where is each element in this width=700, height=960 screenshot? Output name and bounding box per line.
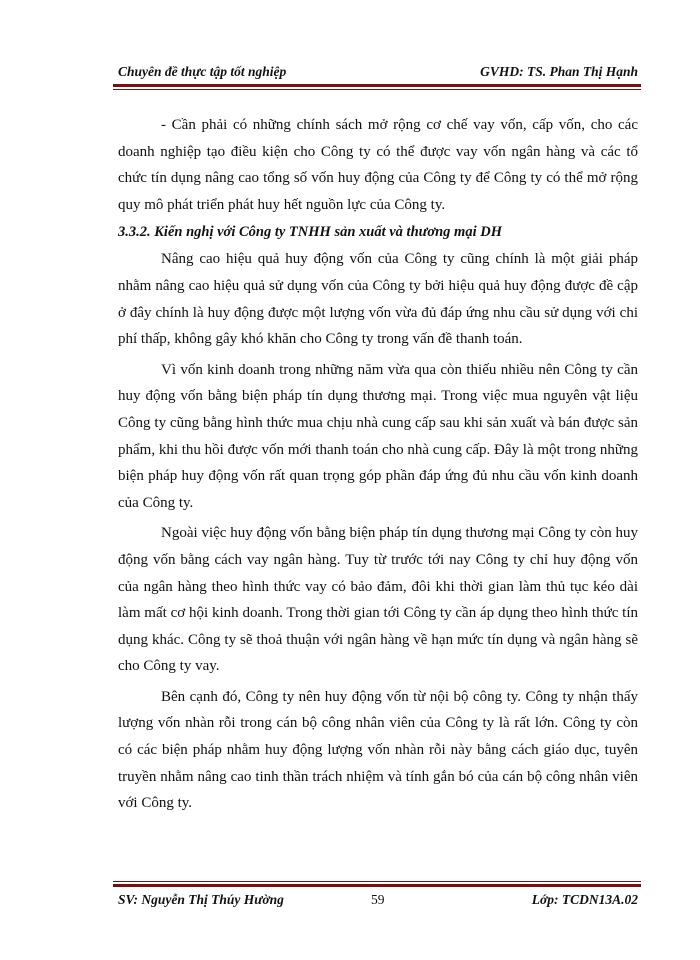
footer-rule-thin [113, 881, 641, 882]
footer-rule-thick [113, 884, 641, 887]
header-rule-thin [113, 89, 641, 90]
paragraph-efficiency: Nâng cao hiệu quả huy động vốn của Công ty cũng chính là một giải pháp nhằm nâng cao hiệu quả sử dụng vốn của Công ty bởi hiệu quả huy động được đề cập ở đây chính là huy động được một lượng vốn vừa đủ đáp ứng nhu cầu sử dụng với chi phí thấp, không gây khó khăn cho Công ty trong vấn đề thanh toán. [118, 251, 638, 348]
page-number: 59 [371, 892, 385, 907]
section-heading: 3.3.2. Kiến nghị với Công ty TNHH sản xuất và thương mại DH [118, 224, 502, 241]
page-header [118, 64, 638, 80]
document-body [118, 112, 638, 817]
paragraph-policy: - Cần phải có những chính sách mở rộng cơ chế vay vốn, cấp vốn, cho các doanh nghiệp tạo điều kiện cho Công ty có thể được vay vốn ngân hàng và các tổ chức tín dụng nâng cao tổng số vốn huy động của Công ty để Công ty có thể mở rộng quy mô phát triển phát huy hết nguồn lực của Công ty. [118, 117, 638, 213]
footer-class: Lớp: TCDN13A.02 [531, 892, 638, 907]
paragraph-internal-funds: Bên cạnh đó, Công ty nên huy động vốn từ nội bộ công ty. Công ty nhận thấy lượng vốn nhàn rỗi trong cán bộ công nhân viên của Công ty là rất lớn. Công ty còn có các biện pháp nhằm huy động lượng vốn nhàn rỗi này bằng cách giáo dục, tuyên truyền nhằm nâng cao tinh thần trách nhiệm và tính gắn bó của cán bộ công nhân viên với Công ty. [118, 688, 638, 812]
paragraph-trade-credit: Vì vốn kinh doanh trong những năm vừa qua còn thiếu nhiều nên Công ty cần huy động vốn bằng biện pháp tín dụng thương mại. Trong việc mua nguyên vật liệu Công ty cũng bằng hình thức mua chịu nhà cung cấp sau khi sản xuất và bán được sản phẩm, khi thu hồi được vốn mới thanh toán cho nhà cung cấp. Đây là một trong những biện pháp huy động vốn rất quan trọng góp phần đáp ứng đủ nhu cầu vốn kinh doanh của Công ty. [118, 361, 638, 511]
footer-student: SV: Nguyễn Thị Thúy Hường [118, 892, 284, 907]
header-rule-thick [113, 84, 641, 87]
header-advisor: GVHD: TS. Phan Thị Hạnh [480, 64, 638, 79]
header-course-title: Chuyên đề thực tập tốt nghiệp [118, 64, 287, 79]
paragraph-bank-loan: Ngoài việc huy động vốn bằng biện pháp tín dụng thương mại Công ty còn huy động vốn bằng cách vay ngân hàng. Tuy từ trước tới nay Công ty chỉ huy động vốn của ngân hàng theo hình thức vay có bảo đảm, đôi khi thời gian làm thủ tục kéo dài làm mất cơ hội kinh doanh. Trong thời gian tới Công ty cần áp dụng theo hình thức tín dụng khác. Công ty sẽ thoả thuận với ngân hàng về hạn mức tín dụng và ngân hàng sẽ cho Công ty vay. [118, 525, 638, 675]
